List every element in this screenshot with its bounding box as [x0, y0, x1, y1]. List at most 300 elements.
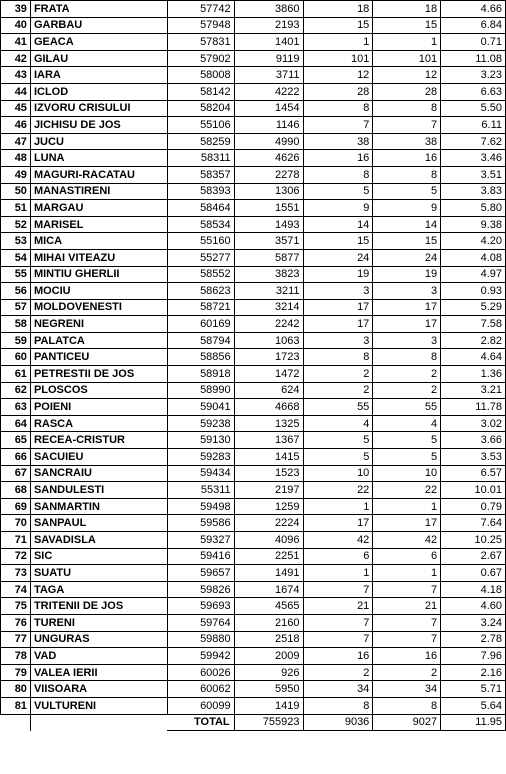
percentage-cell: 3.53 [441, 449, 506, 466]
table-row [1, 117, 506, 134]
value-b-cell: 9 [373, 200, 441, 217]
population-cell: 5950 [234, 681, 303, 698]
population-cell: 1523 [234, 465, 303, 482]
total-value-cell: 9036 [303, 714, 373, 731]
row-number-cell: 41 [1, 34, 31, 51]
value-a-cell: 10 [303, 465, 373, 482]
code-cell: 60026 [167, 664, 234, 681]
population-cell: 4096 [234, 532, 303, 549]
value-a-cell: 9 [303, 200, 373, 217]
row-number-cell: 45 [1, 100, 31, 117]
code-cell: 59880 [167, 631, 234, 648]
value-a-cell: 34 [303, 681, 373, 698]
value-b-cell: 1 [373, 498, 441, 515]
value-a-cell: 42 [303, 532, 373, 549]
code-cell: 58856 [167, 349, 234, 366]
locality-name-cell: MAGURI-RACATAU [30, 166, 167, 183]
code-cell: 57831 [167, 34, 234, 51]
code-cell: 59283 [167, 449, 234, 466]
table-row [1, 166, 506, 183]
population-cell: 4565 [234, 598, 303, 615]
code-cell: 59586 [167, 515, 234, 532]
percentage-cell: 2.67 [441, 548, 506, 565]
population-cell: 2197 [234, 482, 303, 499]
value-b-cell: 38 [373, 133, 441, 150]
table-row [1, 415, 506, 432]
row-number-cell: 58 [1, 316, 31, 333]
code-cell: 59238 [167, 415, 234, 432]
percentage-cell: 7.96 [441, 648, 506, 665]
locality-name-cell: ICLOD [30, 83, 167, 100]
row-number-cell: 62 [1, 382, 31, 399]
total-value-cell: 11.95 [441, 714, 506, 731]
row-number-cell: 50 [1, 183, 31, 200]
value-b-cell: 22 [373, 482, 441, 499]
row-number-cell: 39 [1, 1, 31, 18]
table-row [1, 50, 506, 67]
value-b-cell: 5 [373, 432, 441, 449]
table-row [1, 382, 506, 399]
percentage-cell: 4.66 [441, 1, 506, 18]
percentage-cell: 3.46 [441, 150, 506, 167]
code-cell: 58721 [167, 299, 234, 316]
percentage-cell: 6.57 [441, 465, 506, 482]
population-cell: 624 [234, 382, 303, 399]
percentage-cell: 0.71 [441, 34, 506, 51]
row-number-cell: 52 [1, 216, 31, 233]
percentage-cell: 3.23 [441, 67, 506, 84]
value-a-cell: 4 [303, 415, 373, 432]
table-row [1, 200, 506, 217]
value-a-cell: 1 [303, 34, 373, 51]
percentage-cell: 9.38 [441, 216, 506, 233]
value-a-cell: 18 [303, 1, 373, 18]
table-row [1, 67, 506, 84]
code-cell: 55311 [167, 482, 234, 499]
code-cell: 57902 [167, 50, 234, 67]
code-cell: 58552 [167, 266, 234, 283]
locality-name-cell: MOLDOVENESTI [30, 299, 167, 316]
table-row [1, 133, 506, 150]
percentage-cell: 6.11 [441, 117, 506, 134]
code-cell: 55106 [167, 117, 234, 134]
value-b-cell: 7 [373, 581, 441, 598]
value-b-cell: 42 [373, 532, 441, 549]
row-number-cell: 49 [1, 166, 31, 183]
row-number-cell: 73 [1, 565, 31, 582]
table-row [1, 349, 506, 366]
population-cell: 3571 [234, 233, 303, 250]
population-cell: 2160 [234, 614, 303, 631]
table-row [1, 515, 506, 532]
locality-name-cell: GILAU [30, 50, 167, 67]
locality-name-cell: MICA [30, 233, 167, 250]
value-b-cell: 55 [373, 399, 441, 416]
code-cell: 57742 [167, 1, 234, 18]
row-number-cell: 61 [1, 366, 31, 383]
table-row [1, 664, 506, 681]
row-number-cell: 77 [1, 631, 31, 648]
population-cell: 2518 [234, 631, 303, 648]
population-cell: 4668 [234, 399, 303, 416]
row-number-cell: 64 [1, 415, 31, 432]
table-body [1, 1, 506, 731]
value-b-cell: 28 [373, 83, 441, 100]
value-a-cell: 16 [303, 648, 373, 665]
code-cell: 58357 [167, 166, 234, 183]
row-number-cell: 44 [1, 83, 31, 100]
value-b-cell: 5 [373, 449, 441, 466]
row-number-cell: 57 [1, 299, 31, 316]
table-row [1, 598, 506, 615]
value-b-cell: 16 [373, 150, 441, 167]
value-b-cell: 3 [373, 283, 441, 300]
value-a-cell: 2 [303, 366, 373, 383]
locality-name-cell: JUCU [30, 133, 167, 150]
table-row [1, 183, 506, 200]
value-b-cell: 2 [373, 664, 441, 681]
value-a-cell: 55 [303, 399, 373, 416]
total-value-cell: 9027 [373, 714, 441, 731]
value-b-cell: 1 [373, 565, 441, 582]
population-cell: 4990 [234, 133, 303, 150]
locality-name-cell: PANTICEU [30, 349, 167, 366]
population-cell: 2224 [234, 515, 303, 532]
value-b-cell: 18 [373, 1, 441, 18]
percentage-cell: 2.78 [441, 631, 506, 648]
row-number-cell: 75 [1, 598, 31, 615]
percentage-cell: 2.82 [441, 332, 506, 349]
population-cell: 5877 [234, 249, 303, 266]
population-cell: 1325 [234, 415, 303, 432]
row-number-cell: 74 [1, 581, 31, 598]
percentage-cell: 4.18 [441, 581, 506, 598]
value-a-cell: 1 [303, 565, 373, 582]
locality-name-cell: NEGRENI [30, 316, 167, 333]
locality-name-cell: PLOSCOS [30, 382, 167, 399]
table-row [1, 614, 506, 631]
row-number-cell: 76 [1, 614, 31, 631]
table-row [1, 482, 506, 499]
percentage-cell: 10.25 [441, 532, 506, 549]
locality-name-cell: SANCRAIU [30, 465, 167, 482]
value-b-cell: 2 [373, 366, 441, 383]
value-b-cell: 16 [373, 648, 441, 665]
empty-cell [30, 714, 167, 731]
percentage-cell: 5.64 [441, 697, 506, 714]
population-cell: 1723 [234, 349, 303, 366]
locality-name-cell: MINTIU GHERLII [30, 266, 167, 283]
table-row [1, 100, 506, 117]
percentage-cell: 7.62 [441, 133, 506, 150]
percentage-cell: 5.50 [441, 100, 506, 117]
code-cell: 55277 [167, 249, 234, 266]
row-number-cell: 78 [1, 648, 31, 665]
percentage-cell: 7.58 [441, 316, 506, 333]
percentage-cell: 0.79 [441, 498, 506, 515]
percentage-cell: 3.83 [441, 183, 506, 200]
value-b-cell: 17 [373, 299, 441, 316]
table-row [1, 648, 506, 665]
population-cell: 4626 [234, 150, 303, 167]
value-a-cell: 17 [303, 316, 373, 333]
value-a-cell: 2 [303, 382, 373, 399]
table-row [1, 150, 506, 167]
value-a-cell: 7 [303, 117, 373, 134]
row-number-cell: 40 [1, 17, 31, 34]
row-number-cell: 67 [1, 465, 31, 482]
value-b-cell: 5 [373, 183, 441, 200]
locality-name-cell: SIC [30, 548, 167, 565]
value-a-cell: 7 [303, 614, 373, 631]
value-b-cell: 2 [373, 382, 441, 399]
total-row [1, 714, 506, 731]
table-row [1, 631, 506, 648]
value-a-cell: 3 [303, 283, 373, 300]
locality-name-cell: MANASTIRENI [30, 183, 167, 200]
value-a-cell: 12 [303, 67, 373, 84]
row-number-cell: 56 [1, 283, 31, 300]
row-number-cell: 79 [1, 664, 31, 681]
row-number-cell: 80 [1, 681, 31, 698]
percentage-cell: 1.36 [441, 366, 506, 383]
value-a-cell: 38 [303, 133, 373, 150]
table-row [1, 399, 506, 416]
value-a-cell: 8 [303, 166, 373, 183]
locality-name-cell: PALATCA [30, 332, 167, 349]
row-number-cell: 43 [1, 67, 31, 84]
percentage-cell: 5.80 [441, 200, 506, 217]
code-cell: 59327 [167, 532, 234, 549]
code-cell: 59130 [167, 432, 234, 449]
code-cell: 60062 [167, 681, 234, 698]
population-cell: 3823 [234, 266, 303, 283]
population-cell: 2251 [234, 548, 303, 565]
code-cell: 59942 [167, 648, 234, 665]
locality-name-cell: MARISEL [30, 216, 167, 233]
code-cell: 59657 [167, 565, 234, 582]
code-cell: 58794 [167, 332, 234, 349]
value-b-cell: 3 [373, 332, 441, 349]
value-b-cell: 10 [373, 465, 441, 482]
value-b-cell: 7 [373, 631, 441, 648]
table-row [1, 283, 506, 300]
value-a-cell: 22 [303, 482, 373, 499]
row-number-cell: 71 [1, 532, 31, 549]
value-b-cell: 7 [373, 614, 441, 631]
code-cell: 59826 [167, 581, 234, 598]
value-a-cell: 8 [303, 100, 373, 117]
code-cell: 59498 [167, 498, 234, 515]
value-b-cell: 15 [373, 233, 441, 250]
row-number-cell: 46 [1, 117, 31, 134]
table-row [1, 332, 506, 349]
population-cell: 1419 [234, 697, 303, 714]
table-row [1, 449, 506, 466]
row-number-cell: 81 [1, 697, 31, 714]
table-row [1, 465, 506, 482]
value-b-cell: 101 [373, 50, 441, 67]
table-row [1, 17, 506, 34]
population-cell: 1146 [234, 117, 303, 134]
value-b-cell: 17 [373, 316, 441, 333]
locality-name-cell: TAGA [30, 581, 167, 598]
table-row [1, 216, 506, 233]
value-a-cell: 5 [303, 432, 373, 449]
value-b-cell: 21 [373, 598, 441, 615]
row-number-cell: 65 [1, 432, 31, 449]
code-cell: 58990 [167, 382, 234, 399]
row-number-cell: 53 [1, 233, 31, 250]
value-b-cell: 14 [373, 216, 441, 233]
population-cell: 1551 [234, 200, 303, 217]
population-cell: 1401 [234, 34, 303, 51]
code-cell: 58393 [167, 183, 234, 200]
code-cell: 58259 [167, 133, 234, 150]
locality-name-cell: SANPAUL [30, 515, 167, 532]
value-b-cell: 7 [373, 117, 441, 134]
code-cell: 57948 [167, 17, 234, 34]
population-cell: 1454 [234, 100, 303, 117]
locality-name-cell: FRATA [30, 1, 167, 18]
row-number-cell: 66 [1, 449, 31, 466]
percentage-cell: 4.08 [441, 249, 506, 266]
population-cell: 1493 [234, 216, 303, 233]
value-b-cell: 15 [373, 17, 441, 34]
population-cell: 1674 [234, 581, 303, 598]
value-b-cell: 19 [373, 266, 441, 283]
locality-name-cell: MARGAU [30, 200, 167, 217]
value-a-cell: 101 [303, 50, 373, 67]
value-a-cell: 5 [303, 449, 373, 466]
percentage-cell: 5.71 [441, 681, 506, 698]
locality-name-cell: VIISOARA [30, 681, 167, 698]
row-number-cell: 48 [1, 150, 31, 167]
value-a-cell: 7 [303, 581, 373, 598]
locality-name-cell: PETRESTII DE JOS [30, 366, 167, 383]
code-cell: 58464 [167, 200, 234, 217]
locality-name-cell: MOCIU [30, 283, 167, 300]
population-cell: 3214 [234, 299, 303, 316]
percentage-cell: 4.64 [441, 349, 506, 366]
code-cell: 59693 [167, 598, 234, 615]
value-a-cell: 15 [303, 233, 373, 250]
value-a-cell: 14 [303, 216, 373, 233]
value-a-cell: 7 [303, 631, 373, 648]
table-row [1, 1, 506, 18]
population-cell: 3211 [234, 283, 303, 300]
value-a-cell: 17 [303, 515, 373, 532]
locality-name-cell: TURENI [30, 614, 167, 631]
percentage-cell: 5.29 [441, 299, 506, 316]
population-cell: 1472 [234, 366, 303, 383]
locality-name-cell: JICHISU DE JOS [30, 117, 167, 134]
table-row [1, 34, 506, 51]
total-value-cell: 755923 [234, 714, 303, 731]
locality-name-cell: SUATU [30, 565, 167, 582]
code-cell: 59434 [167, 465, 234, 482]
table-row [1, 233, 506, 250]
population-cell: 1063 [234, 332, 303, 349]
value-a-cell: 28 [303, 83, 373, 100]
row-number-cell: 42 [1, 50, 31, 67]
row-number-cell: 68 [1, 482, 31, 499]
table-row [1, 83, 506, 100]
empty-cell [1, 714, 31, 731]
percentage-cell: 3.24 [441, 614, 506, 631]
population-cell: 926 [234, 664, 303, 681]
value-b-cell: 1 [373, 34, 441, 51]
value-a-cell: 15 [303, 17, 373, 34]
percentage-cell: 4.97 [441, 266, 506, 283]
locality-name-cell: VULTURENI [30, 697, 167, 714]
value-b-cell: 24 [373, 249, 441, 266]
locality-name-cell: SANDULESTI [30, 482, 167, 499]
code-cell: 58623 [167, 283, 234, 300]
value-b-cell: 8 [373, 697, 441, 714]
locality-name-cell: TRITENII DE JOS [30, 598, 167, 615]
row-number-cell: 72 [1, 548, 31, 565]
locality-name-cell: VALEA IERII [30, 664, 167, 681]
table-row [1, 316, 506, 333]
row-number-cell: 70 [1, 515, 31, 532]
value-a-cell: 3 [303, 332, 373, 349]
locality-name-cell: VAD [30, 648, 167, 665]
population-cell: 1491 [234, 565, 303, 582]
locality-name-cell: GARBAU [30, 17, 167, 34]
population-cell: 3711 [234, 67, 303, 84]
row-number-cell: 60 [1, 349, 31, 366]
population-cell: 2242 [234, 316, 303, 333]
population-cell: 2278 [234, 166, 303, 183]
population-cell: 3860 [234, 1, 303, 18]
locality-name-cell: LUNA [30, 150, 167, 167]
percentage-cell: 11.08 [441, 50, 506, 67]
code-cell: 58918 [167, 366, 234, 383]
percentage-cell: 6.63 [441, 83, 506, 100]
table-row [1, 532, 506, 549]
population-cell: 2009 [234, 648, 303, 665]
code-cell: 58204 [167, 100, 234, 117]
code-cell: 60099 [167, 697, 234, 714]
locality-name-cell: IARA [30, 67, 167, 84]
total-label: TOTAL [167, 714, 234, 731]
population-cell: 4222 [234, 83, 303, 100]
locality-name-cell: SACUIEU [30, 449, 167, 466]
code-cell: 59041 [167, 399, 234, 416]
locality-name-cell: SAVADISLA [30, 532, 167, 549]
table-row [1, 681, 506, 698]
value-a-cell: 17 [303, 299, 373, 316]
value-b-cell: 17 [373, 515, 441, 532]
row-number-cell: 55 [1, 266, 31, 283]
code-cell: 55160 [167, 233, 234, 250]
percentage-cell: 3.21 [441, 382, 506, 399]
table-row [1, 565, 506, 582]
percentage-cell: 3.51 [441, 166, 506, 183]
row-number-cell: 59 [1, 332, 31, 349]
row-number-cell: 63 [1, 399, 31, 416]
population-cell: 2193 [234, 17, 303, 34]
percentage-cell: 0.67 [441, 565, 506, 582]
population-cell: 1367 [234, 432, 303, 449]
percentage-cell: 10.01 [441, 482, 506, 499]
locality-name-cell: RASCA [30, 415, 167, 432]
locality-name-cell: SANMARTIN [30, 498, 167, 515]
population-cell: 1415 [234, 449, 303, 466]
percentage-cell: 4.60 [441, 598, 506, 615]
locality-name-cell: GEACA [30, 34, 167, 51]
